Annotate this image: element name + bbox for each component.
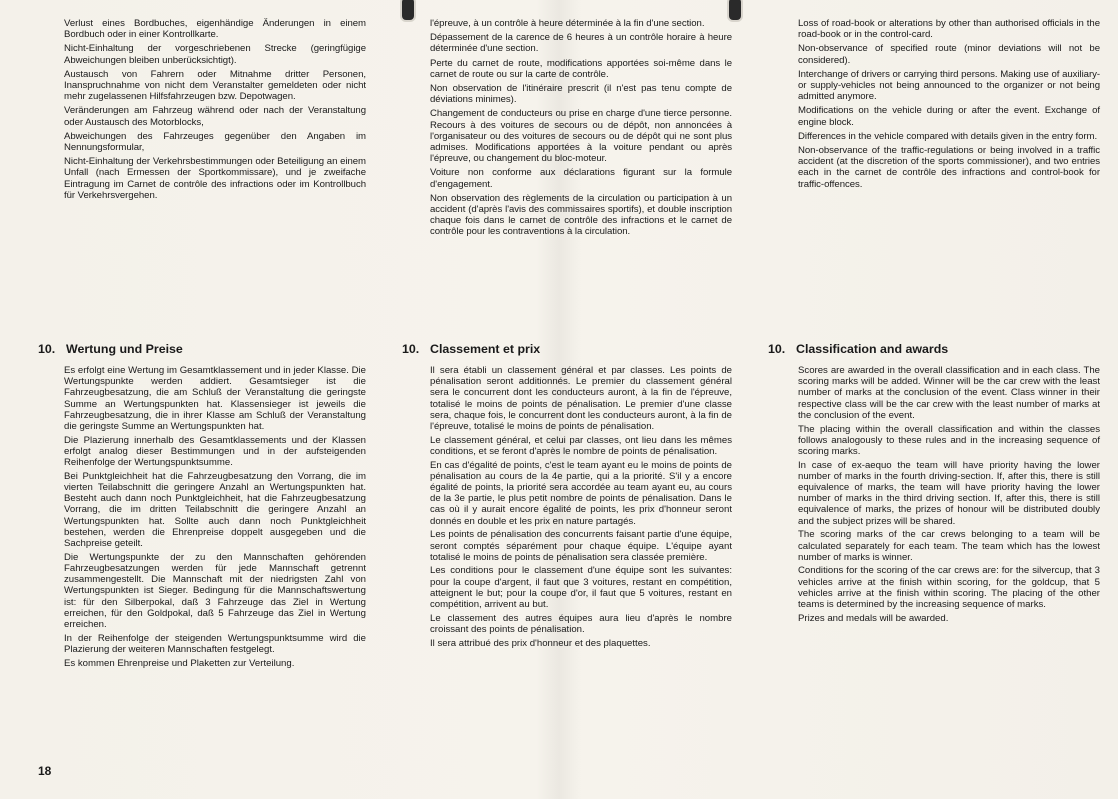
paragraph: Non observation des règlements de la circulation ou participation à un accident (d'après l'avis des commissaires sportifs), et double inscription chaque fois dans le carnet de contrôle des infractions et le carnet de contrôle pour les contraventions à la circulation. [430, 192, 732, 238]
top-column-french [430, 18, 732, 241]
paragraph: Die Plazierung innerhalb des Gesamtklassements und der Klassen erfolgt analog dieser Bestimmungen und in der aufsteigenden Reihenfolge der Wertungspunktsumme. [64, 434, 366, 469]
paragraph: Voiture non conforme aux déclarations figurant sur la formule d'engagement. [430, 167, 732, 190]
binding-hole [400, 0, 416, 22]
paragraph: Non observation de l'itinéraire prescrit (il n'est pas tenu compte de déviations minimes). [430, 83, 732, 106]
section-title: Wertung und Preise [66, 342, 183, 356]
paragraph: Conditions for the scoring of the car crews are: for the silvercup, that 3 vehicles arrive at the finish within scoring, for the goldcup, that 5 vehicles arrive at the finish within scoring. The placing of the other teams is determined by the increasing sequence of marks. [798, 565, 1100, 611]
paragraph: Verlust eines Bordbuches, eigenhändige Änderungen in einem Bordbuch oder in einer Kontrollkarte. [64, 18, 366, 41]
section-title: Classement et prix [430, 342, 541, 356]
paragraph: In der Reihenfolge der steigenden Wertungspunktsumme wird die Plazierung der weiteren Mannschaften festgelegt. [64, 632, 366, 655]
paragraph: Les conditions pour le classement d'une équipe sont les suivantes: pour la coupe d'argent, il faut que 3 voitures, restant en compétition, atteignent le but; pour la coupe d'or, il faut que 5 voitures, restant en compétition, arrivent au but. [430, 565, 732, 611]
paragraph: Le classement général, et celui par classes, ont lieu dans les mêmes conditions, et se feront d'après le nombre de points de pénalisation. [430, 434, 732, 457]
paragraph: Veränderungen am Fahrzeug während oder nach der Veranstaltung oder Austausch des Motorblocks, [64, 105, 366, 128]
paragraph: Dépassement de la carence de 6 heures à un contrôle horaire à heure déterminée d'une section. [430, 32, 732, 55]
paragraph: Scores are awarded in the overall classification and in each class. The scoring marks will be added. Winner will be the car crew with the least number of marks at the conclusion of the event. Class winner in their respective class will be the car crew with the least number of marks at the conclusion of the event. [798, 365, 1100, 421]
section-number: 10. [768, 342, 786, 356]
paragraph: En cas d'égalité de points, c'est le team ayant eu le moins de points de pénalisation au cours de la 4e partie, qui a la priorité. S'il y a encore égalité de points, la priorité sera accordée au team ayant eu, au cours de la 3e partie, le plus petit nombre de points de pénalisation. Dans le cas où il y aurait encore égalité de points, les prix d'honneur seront donnés en double et les prix en nature partagés. [430, 459, 732, 527]
paragraph: Es erfolgt eine Wertung im Gesamtklassement und in jeder Klasse. Die Wertungspunkte werden addiert. Gesamtsieger ist die Fahrzeugbesatzung, die am Schluß der Veranstaltung die geringste Summe an Wertungspunkten hat. Klassensieger ist jeweils die Fahrzeugbesatzung, die in ihrer Klasse am Schluß der Veranstaltung die geringste Summe an Wertungspunkten hat. [64, 365, 366, 433]
paragraph: Es kommen Ehrenpreise und Plaketten zur Verteilung. [64, 657, 295, 669]
paragraph: l'épreuve, à un contrôle à heure déterminée à la fin d'une section. [430, 18, 705, 29]
paragraph: The placing within the overall classification and within the classes follows analogously to these rules and in the increasing sequence of scoring marks. [798, 423, 1100, 457]
page-number: 18 [38, 764, 52, 778]
section-title: Classification and awards [796, 342, 949, 356]
paragraph: The scoring marks of the car crews belonging to a team will be calculated separately for each team. The team which has the lowest number of marks is winner. [798, 529, 1100, 563]
paragraph: Nicht-Einhaltung der Verkehrsbestimmungen oder Beteiligung an einem Unfall (nach Ermessen der Sportkommissare), und je zweifache Eintragung im Carnet de contrôle des infractions oder im Kontrollbuch für Verkehrsvergehen. [64, 156, 366, 201]
paragraph: Non-observance of the traffic-regulations or being involved in a traffic accident (at the discretion of the sports commissioner), and two entries each in the carnet de contrôle des infractions and control-book for traffic-offences. [798, 145, 1100, 190]
paragraph: Non-observance of specified route (minor deviations will not be considered). [798, 43, 1100, 66]
section-number: 10. [38, 342, 56, 356]
paragraph: Le classement des autres équipes aura lieu d'après le nombre croissant des points de pénalisation. [430, 612, 732, 635]
paragraph: Austausch von Fahrern oder Mitnahme dritter Personen, Inanspruchnahme von nicht dem Veranstalter gemeldeten oder nicht mehr zugelassenen Hilfsfahrzeugen bzw. Depotwagen. [64, 68, 366, 103]
section-french [402, 342, 732, 651]
paragraph: Bei Punktgleichheit hat die Fahrzeugbesatzung den Vorrang, die im vierten Teilabschnitt die geringere Anzahl an Wertungspunkten hat. Besteht auch dann noch Punktgleichheit, hat die Fahrzeugbesatzung Vorrang, die im dritten Teilabschnitt die geringere Anzahl an Wertungspunkten hat. Sollte auch dann noch Punktgleichheit bestehen, werden die Ehrenpreise doppelt ausgegeben und die Sachpreise geteilt. [64, 470, 366, 550]
section-heading [768, 342, 1100, 356]
section-number: 10. [402, 342, 420, 356]
paragraph: Changement de conducteurs ou prise en charge d'une tierce personne. Recours à des voitures de secours ou de dépôt, non annoncées à l'organisateur ou des voitures de secours ou de dépôt qui ne sont plus admises. Modifications apportées à la voiture pendant ou après l'épreuve, ou changement du bloc-moteur. [430, 108, 732, 165]
top-column-german [64, 18, 366, 204]
paragraph: Perte du carnet de route, modifications apportées soi-même dans le carnet de route ou sur la carte de contrôle. [430, 57, 732, 80]
section-german [38, 342, 366, 671]
paragraph: Nicht-Einhaltung der vorgeschriebenen Strecke (geringfügige Abweichungen bleiben unberücksichtigt). [64, 43, 366, 66]
paragraph: Les points de pénalisation des concurrents faisant partie d'une équipe, seront comptés séparément pour chaque équipe. L'équipe ayant totalisé le moins de points de pénalisation sera classée première. [430, 529, 732, 563]
paragraph: Interchange of drivers or carrying third persons. Making use of auxiliary- or supply-vehicles not being announced to the organizer or not being admitted anymore. [798, 68, 1100, 103]
paragraph: Il sera établi un classement général et par classes. Les points de pénalisation seront additionnés. Le premier du classement général sera le concurrent dont les conducteurs auront, à la fin de l'épreuve, totalisé le moins de points de pénalisation. Le premier d'une classe sera, chaque fois, le concurrent dont les conducteurs auront, à la fin de l'épreuve, totalisé le moins de points de pénalisation. [430, 365, 732, 433]
paragraph: Prizes and medals will be awarded. [798, 612, 949, 624]
paragraph: Modifications on the vehicle during or after the event. Exchange of engine block. [798, 105, 1100, 128]
section-english [768, 342, 1100, 626]
section-heading [38, 342, 366, 356]
section-heading [402, 342, 732, 356]
paragraph: In case of ex-aequo the team will have priority having the lower number of marks in the fourth driving-section. If, after this, there is still equivalence of marks, the team will have priority having the lower number of marks in the third driving section. If, after this, there is still equivalence of marks, the prizes of honour will be distributed doubly and the subject prizes will be shared. [798, 459, 1100, 527]
paragraph: Die Wertungspunkte der zu den Mannschaften gehörenden Fahrzeugbesatzungen werden für jede Mannschaft getrennt zusammengestellt. Die Mannschaft mit der niedrigsten Zahl von Wertungspunkten ist Sieger. Bedingung für die Mannschaftswertung ist: für den Silberpokal, daß 3 Fahrzeuge das Ziel in Wertung erreichen, für den Goldpokal, daß 5 Fahrzeuge das Ziel in Wertung erreichen. [64, 551, 366, 630]
paragraph: Loss of road-book or alterations by other than authorised officials in the road-book or in the control-card. [798, 18, 1100, 41]
paragraph: Il sera attribué des prix d'honneur et des plaquettes. [430, 637, 651, 649]
paragraph: Abweichungen des Fahrzeuges gegenüber den Angaben im Nennungsformular, [64, 130, 366, 154]
top-column-english [798, 18, 1100, 193]
paragraph: Differences in the vehicle compared with details given in the entry form. [798, 130, 1098, 142]
